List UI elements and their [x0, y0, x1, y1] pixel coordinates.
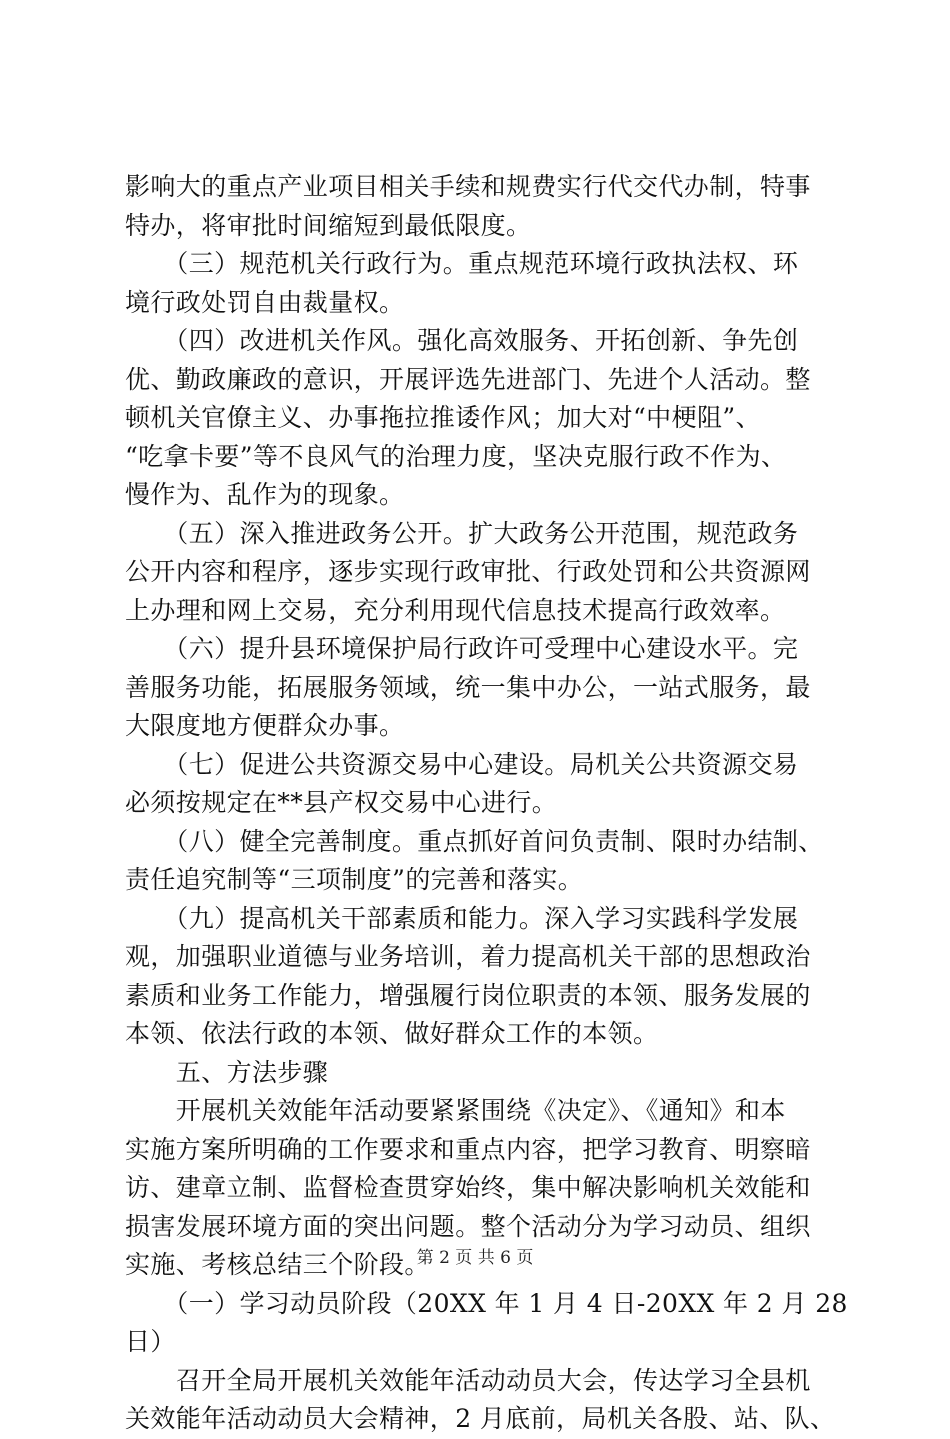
text-line: 责任追究制等“三项制度”的完善和落实。	[125, 865, 584, 894]
text-line: 关效能年活动动员大会精神，2 月底前，局机关各股、站、队、	[125, 1404, 836, 1433]
text-line: 优、勤政廉政的意识，开展评选先进部门、先进个人活动。整	[125, 364, 811, 394]
text-line: 顿机关官僚主义、办事拖拉推诿作风；加大对“中梗阻”、	[125, 403, 761, 432]
text-line: 实施方案所明确的工作要求和重点内容，把学习教育、明察暗	[125, 1134, 811, 1164]
text-line: （三）规范机关行政行为。重点规范环境行政执法权、环	[125, 249, 799, 278]
text-line: 公开内容和程序，逐步实现行政审批、行政处罚和公共资源网	[125, 557, 811, 586]
text-line: 实施、考核总结三个阶段。	[125, 1250, 430, 1279]
text-line: 损害发展环境方面的突出问题。整个活动分为学习动员、组织	[125, 1211, 811, 1241]
text-line: （一）学习动员阶段（20XX 年 1 月 4 日-20XX 年 2 月 28	[125, 1288, 848, 1318]
text-line: （八）健全完善制度。重点抓好首问负责制、限时办结制、	[125, 826, 824, 856]
text-line: （七）促进公共资源交易中心建设。局机关公共资源交易	[125, 749, 799, 779]
text-line: 必须按规定在**县产权交易中心进行。	[125, 788, 558, 817]
text-line: 大限度地方便群众办事。	[125, 711, 405, 740]
text-line: 访、建章立制、监督检查贯穿始终，集中解决影响机关效能和	[125, 1173, 811, 1202]
text-line: 观，加强职业道德与业务培训，着力提高机关干部的思想政治	[125, 942, 811, 971]
text-line: 影响大的重点产业项目相关手续和规费实行代交代办制，特事	[125, 172, 811, 201]
text-line: 上办理和网上交易，充分利用现代信息技术提高行政效率。	[125, 595, 786, 625]
page-footer	[0, 1243, 950, 1268]
text-line: 特办，将审批时间缩短到最低限度。	[125, 210, 532, 240]
text-line: （五）深入推进政务公开。扩大政务公开范围，规范政务	[125, 518, 799, 548]
text-line: 日）	[125, 1327, 176, 1356]
text-line: 开展机关效能年活动要紧紧围绕《决定》、《通知》和本	[125, 1096, 786, 1125]
section-heading: 五、方法步骤	[125, 1057, 329, 1087]
text-line: 召开全局开展机关效能年活动动员大会，传达学习全县机	[125, 1365, 811, 1395]
text-line: “吃拿卡要”等不良风气的治理力度，坚决克服行政不作为、	[125, 441, 787, 471]
text-line: 慢作为、乱作为的现象。	[125, 480, 405, 509]
text-line: （九）提高机关干部素质和能力。深入学习实践科学发展	[125, 903, 799, 933]
text-line: 善服务功能，拓展服务领域，统一集中办公，一站式服务，最	[125, 672, 811, 702]
text-line: （六）提升县环境保护局行政许可受理中心建设水平。完	[125, 634, 799, 663]
text-line: 境行政处罚自由裁量权。	[125, 287, 405, 317]
page-number: 第 2 页 共 6 页	[416, 1248, 534, 1268]
text-line: 素质和业务工作能力，增强履行岗位职责的本领、服务发展的	[125, 980, 811, 1010]
text-line: 本领、依法行政的本领、做好群众工作的本领。	[125, 1019, 659, 1048]
text-line: （四）改进机关作风。强化高效服务、开拓创新、争先创	[125, 326, 799, 355]
